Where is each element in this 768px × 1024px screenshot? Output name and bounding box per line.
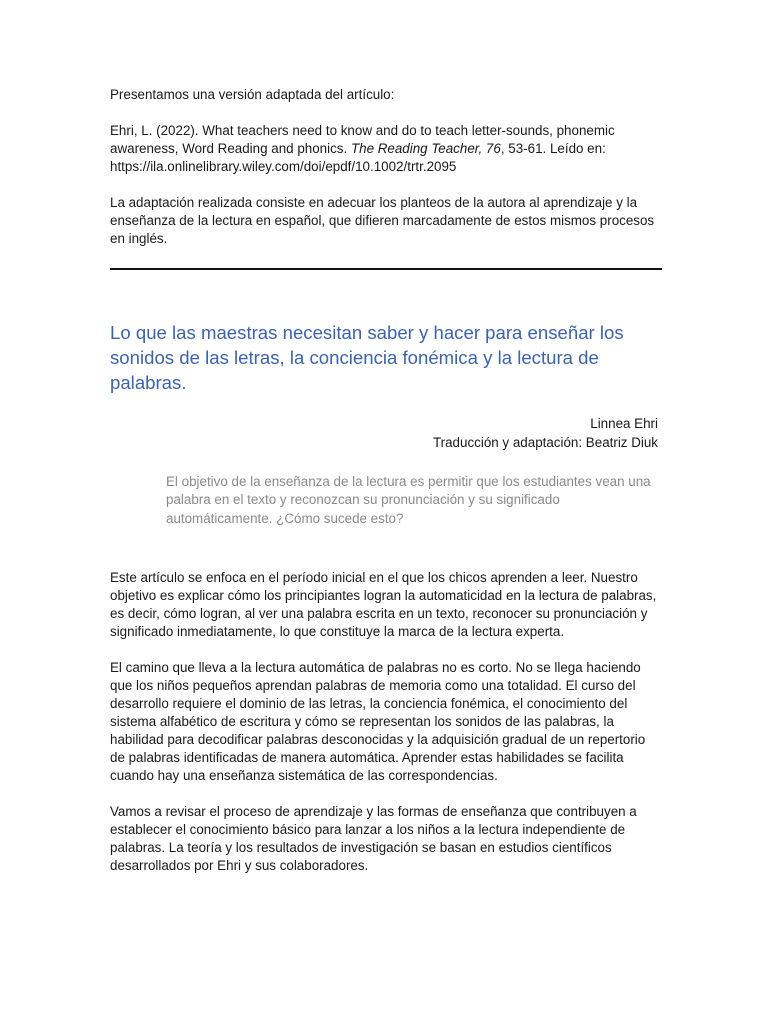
body-paragraph: El camino que lleva a la lectura automática de palabras no es corto. No se llega haciendo que los niños pequeños aprendan palabras de memoria como una totalidad. El curso del desarrollo requiere el dominio de las letras, la conciencia fonémica, el conocimiento del sistema alfabético de escritura y cómo se representan los sonidos de las palabras, la habilidad para decodificar palabras desconocidas y la adquisición gradual de un repertorio de palabras identificadas de manera automática. Aprender estas habilidades se facilita cuando hay una enseñanza sistemática de las correspondencias. [110,660,646,784]
section-divider [110,268,662,270]
body-paragraph: Este artículo se enfoca en el período inicial en el que los chicos aprenden a leer. Nuestro objetivo es explicar cómo los principiantes logran la automaticidad en la lectura de palabras, es decir, cómo logran, al ver una palabra escrita en un texto, reconocer su pronunciación y significado inmediatamente, lo que constituye la marca de la lectura experta. [110,570,657,640]
intro-presentation: Presentamos una versión adaptada del artículo: [110,87,395,102]
author-name: Linnea Ehri [590,416,658,431]
article-body [110,569,662,875]
body-paragraph: Vamos a revisar el proceso de aprendizaje y las formas de enseñanza que contribuyen a establecer el conocimiento básico para lanzar a los niños a la lectura independiente de palabras. La teoría y los resultados de investigación se basan en estudios científicos desarrollados por Ehri y sus colaboradores. [110,804,637,874]
adaptation-note: La adaptación realizada consiste en adecuar los planteos de la autora al aprendizaje y la enseñanza de la lectura en español, que difieren marcadamente de estos mismos procesos en inglés. [110,195,655,246]
page-content [110,86,662,893]
citation-authors-title: Ehri, L. (2022). What teachers need to know and do to teach letter-sounds, phonemic awareness, Word Reading and phonics. [110,123,615,156]
article-title: Lo que las maestras necesitan saber y hacer para enseñar los sonidos de las letras, la conciencia fonémica y la lectura de palabras. [110,322,624,393]
article-abstract [166,473,656,528]
article-citation [110,122,662,176]
citation-journal: The Reading Teacher, 76 [350,141,501,156]
translator-credit: Traducción y adaptación: Beatriz Diuk [432,434,658,450]
abstract-text: El objetivo de la enseñanza de la lectura es permitir que los estudiantes vean una palabra en el texto y reconozcan su pronunciación y su significado automáticamente. ¿Cómo sucede esto? [166,474,651,526]
citation-pages-link: , 53-61. Leído en: https://ila.onlinelibrary.wiley.com/doi/epdf/10.1002/trtr.2095 [110,141,606,174]
byline [110,415,658,452]
